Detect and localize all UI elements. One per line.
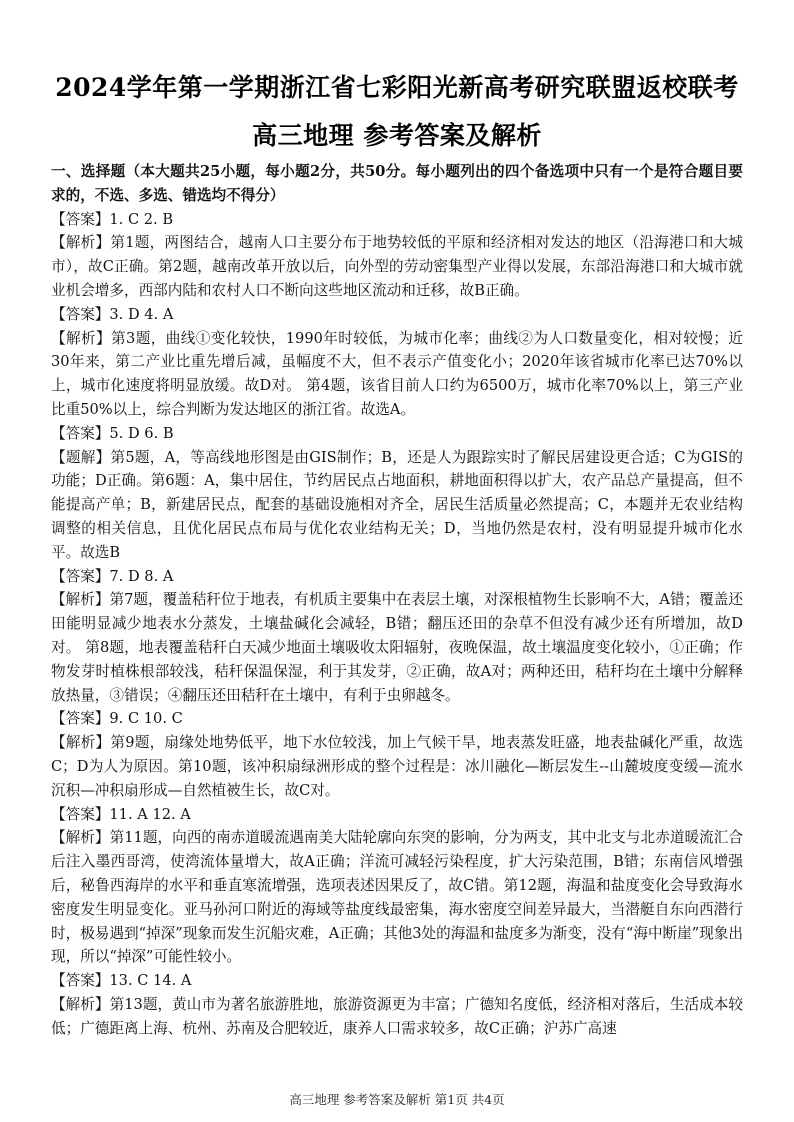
explanation-text: 第1题，两图结合，越南人口主要分布于地势较低的平原和经济相对发达的地区（沿海港口和大城市），故C正确。第2题，越南改革开放以后，向外型的劳动密集型产业得以发展，东部沿海港口和大城市就业机会增多，西部内陆和农村人口不断向这些地区流动和迁移，故B正确。 (51, 234, 743, 299)
explanation-paragraph (51, 588, 743, 707)
answer-label: 【答案】 (51, 805, 110, 823)
explanation-label: 【解析】 (51, 591, 110, 609)
page-footer: 高三地理 参考答案及解析 第1页 共4页 (289, 1092, 505, 1107)
document-subtitle: 高三地理 参考答案及解析 (252, 121, 542, 150)
answer-label: 【答案】 (51, 710, 110, 728)
explanation-label: 【解析】 (51, 829, 110, 847)
answer-label: 【答案】 (51, 305, 110, 323)
document-title: 2024学年第一学期浙江省七彩阳光新高考研究联盟返校联考 (55, 73, 739, 102)
answer-line (51, 208, 743, 232)
explanation-text: 第3题，曲线①变化较快，1990年时较低，为城市化率；曲线②为人口数量变化，相对较慢；近30年来，第二产业比重先增后减，虽幅度不大，但不表示产值变化小；2020年该省城市化率已达70%以上，城市化速度将明显放缓。故D对。 第4题，该省目前人口约为6500万，城市化率70%以上，第三产业比重50%以上，综合判断为发达地区的浙江省。故选A。 (51, 329, 743, 418)
explanation-paragraph (51, 446, 743, 565)
answer-text: 13. C 14. A (109, 972, 192, 990)
explanation-paragraph (51, 731, 743, 802)
answer-line (51, 707, 743, 731)
answer-label: 【答案】 (51, 424, 110, 442)
explanation-label: 【题解】 (51, 448, 111, 466)
answer-line (51, 969, 743, 993)
explanation-label: 【解析】 (51, 234, 111, 252)
explanation-text: 第9题，扇缘处地势低平，地下水位较浅，加上气候干旱，地表蒸发旺盛，地表盐碱化严重，故选C；D为人为原因。第10题，该冲积扇绿洲形成的整个过程是：冰川融化—断层发生--山麓坡度变缓—流水沉积—冲积扇形成—自然植被生长，故C对。 (51, 734, 743, 799)
explanation-label: 【解析】 (51, 329, 112, 347)
answer-text: 5. D 6. B (109, 424, 174, 442)
explanation-label: 【解析】 (51, 995, 110, 1013)
explanation-paragraph (51, 327, 743, 422)
answer-line (51, 565, 743, 589)
answer-label: 【答案】 (51, 567, 110, 585)
explanation-paragraph (51, 231, 743, 302)
answer-line (51, 422, 743, 446)
explanation-text: 第11题，向西的南赤道暖流遇南美大陆轮廓向东突的影响，分为两支，其中北支与北赤道暖流汇合后注入墨西哥湾，使湾流体量增大，故A正确；洋流可减轻污染程度，扩大污染范围，B错；东南信风增强后，秘鲁西海岸的水平和垂直寒流增强，选项表述因果反了，故C错。第12题，海温和盐度变化会导致海水密度发生明显变化。亚马孙河口附近的海域等盐度线最密集，海水密度空间差异最大，当潜艇自东向西潜行时，极易遇到“掉深”现象而发生沉船灾难，A正确；其他3处的海温和盐度多为渐变，没有“海中断崖”现象出现，所以“掉深”可能性较小。 (51, 829, 743, 966)
answer-text: 3. D 4. A (109, 305, 174, 323)
answer-text: 7. D 8. A (109, 567, 174, 585)
answer-text: 9. C 10. C (109, 710, 183, 728)
explanation-paragraph (51, 993, 743, 1041)
answer-line (51, 803, 743, 827)
answer-label: 【答案】 (51, 210, 110, 228)
explanation-text: 第7题，覆盖秸秆位于地表，有机质主要集中在表层土壤，对深根植物生长影响不大，A错；覆盖还田能明显减少地表水分蒸发，土壤盐碱化会减轻，B错；翻压还田的杂草不但没有减少还有所增加，故D对。 第8题，地表覆盖秸秆白天减少地面土壤吸收太阳辐射，夜晚保温，故土壤温度变化较小，①正确；作物发芽时植株根部较浅，秸秆保温保湿，利于其发芽，②正确，故A对；两种还田，秸秆均在土壤中分解释放热量，③错误；④翻压还田秸秆在土壤中，有利于虫卵越冬。 (51, 591, 743, 704)
section-heading: 一、选择题（本大题共25小题，每小题2分，共50分。每小题列出的四个备选项中只有一个是符合题目要求的，不选、多选、错选均不得分） (51, 163, 743, 204)
answer-line (51, 303, 743, 327)
explanation-paragraph (51, 826, 743, 969)
explanation-text: 第5题，A，等高线地形图是由GIS制作；B，还是人为跟踪实时了解民居建设更合适；C为GIS的功能；D正确。第6题：A，集中居住，节约居民点占地面积，耕地面积得以扩大，农产品总产量提高，但不能提高产单；B，新建居民点，配套的基础设施相对齐全，居民生活质量必然提高；C，本题并无农业结构调整的相关信息，且优化居民点布局与优化农业结构无关；D，当地仍然是农村，没有明显提升城市化水平。故选B (51, 448, 743, 561)
answer-text: 1. C 2. B (109, 210, 174, 228)
answer-text: 11. A 12. A (109, 805, 191, 823)
answer-content (51, 160, 743, 1040)
explanation-text: 第13题，黄山市为著名旅游胜地，旅游资源更为丰富；广德知名度低，经济相对落后，生活成本较低；广德距离上海、杭州、苏南及合肥较近，康养人口需求较多，故C正确；沪苏广高速 (51, 995, 743, 1037)
answer-label: 【答案】 (51, 972, 110, 990)
explanation-label: 【解析】 (51, 734, 111, 752)
